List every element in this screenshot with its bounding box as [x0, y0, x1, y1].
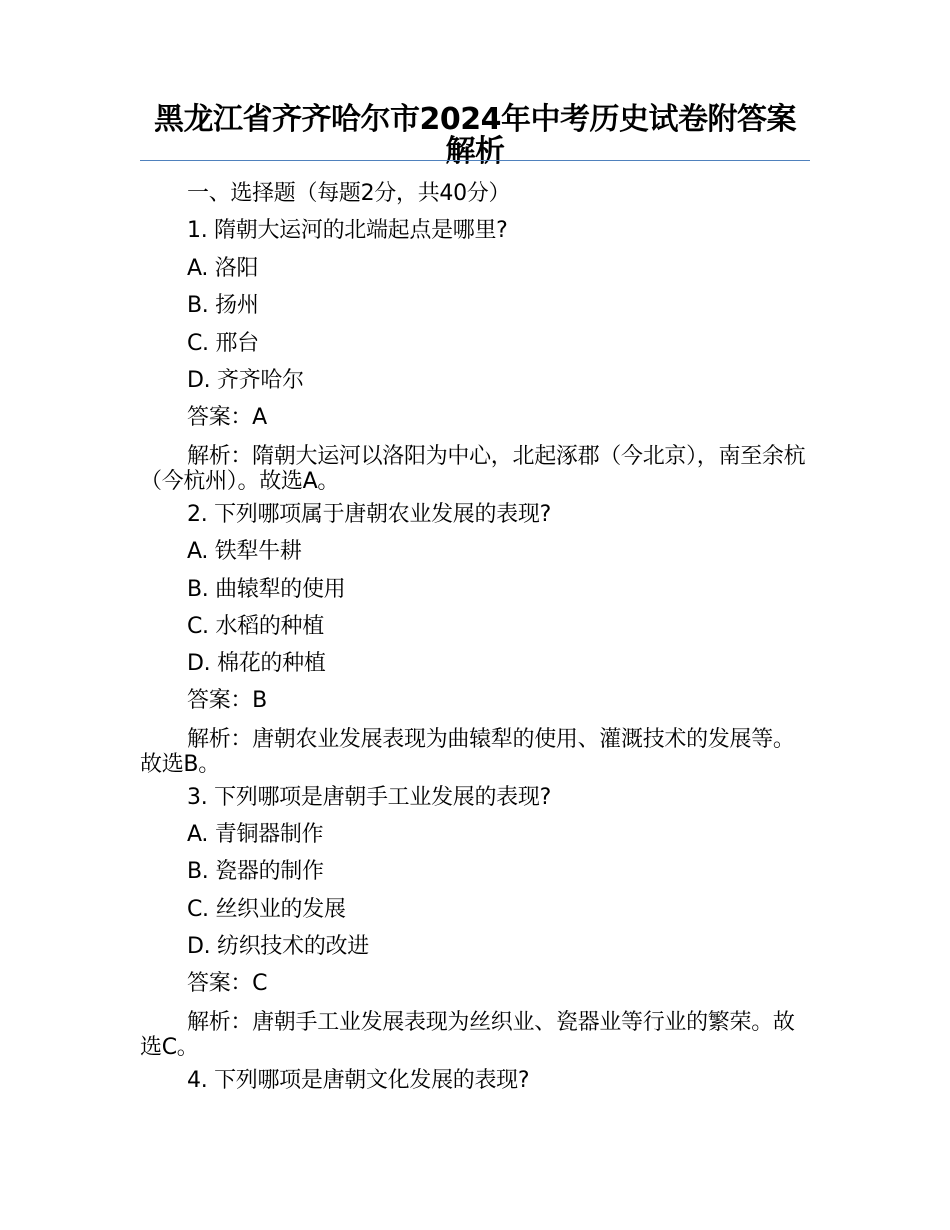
question-1-analysis: 解析：隋朝大运河以洛阳为中心，北起涿郡（今北京），南至余杭（今杭州）。故选A。	[140, 444, 806, 494]
question-2-analysis: 解析：唐朝农业发展表现为曲辕犁的使用、灌溉技术的发展等。故选B。	[140, 727, 795, 777]
question-4-stem: 4. 下列哪项是唐朝文化发展的表现?	[187, 1068, 530, 1093]
question-2-option-b: B. 曲辕犁的使用	[187, 577, 346, 602]
question-1-option-c: C. 邢台	[187, 331, 259, 356]
question-2-stem: 2. 下列哪项属于唐朝农业发展的表现?	[187, 502, 551, 527]
question-1-answer: 答案：A	[187, 405, 267, 430]
question-1-option-b: B. 扬州	[187, 293, 259, 318]
question-3-stem: 3. 下列哪项是唐朝手工业发展的表现?	[187, 785, 551, 810]
question-2-option-d: D. 棉花的种植	[187, 651, 326, 676]
question-1-option-a: A. 洛阳	[187, 256, 259, 281]
question-1-option-d: D. 齐齐哈尔	[187, 368, 304, 393]
question-3-answer: 答案：C	[187, 971, 268, 996]
question-3-option-c: C. 丝织业的发展	[187, 897, 346, 922]
question-3-option-b: B. 瓷器的制作	[187, 859, 324, 884]
section-heading: 一、选择题（每题2分，共40分）	[187, 181, 511, 206]
document-title: 黑龙江省齐齐哈尔市2024年中考历史试卷附答案解析	[154, 102, 796, 169]
question-2-option-c: C. 水稻的种植	[187, 614, 324, 639]
question-3-option-a: A. 青铜器制作	[187, 822, 324, 847]
title-underline	[140, 160, 810, 161]
question-3-option-d: D. 纺织技术的改进	[187, 934, 369, 959]
question-3-analysis: 解析：唐朝手工业发展表现为丝织业、瓷器业等行业的繁荣。故选C。	[140, 1010, 795, 1060]
question-2-option-a: A. 铁犁牛耕	[187, 539, 302, 564]
question-2-answer: 答案：B	[187, 688, 267, 713]
question-1-stem: 1. 隋朝大运河的北端起点是哪里?	[187, 218, 508, 243]
